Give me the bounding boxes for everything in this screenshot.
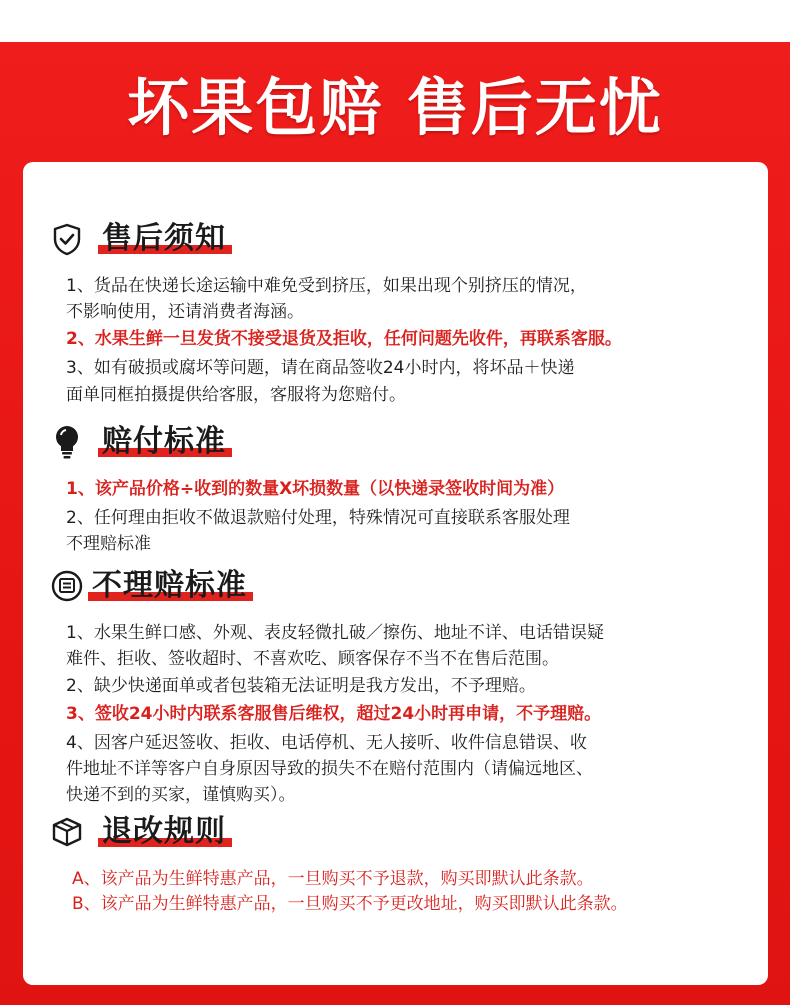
section-header-returns [50,813,226,851]
section-title: 售后须知 [102,221,226,256]
notice-item-1-cont: 不影响使用，还请消费者海涵。 [66,302,304,322]
notice-item-3: 3、如有破损或腐坏等问题，请在商品签收24小时内，将坏品＋快递 [66,358,575,378]
lightbulb-icon [50,425,84,459]
notice-item-3-cont: 面单同框拍摄提供给客服，客服将为您赔付。 [66,385,406,405]
exclusions-item-1-cont: 难件、拒收、签收超时、不喜欢吃、顾客保存不当不在售后范围。 [66,649,559,669]
section-header-exclusions [50,567,247,605]
compensation-item-2-cont: 不理赔标准 [66,534,151,554]
receipt-icon [50,569,84,603]
returns-rule-b: B、该产品为生鲜特惠产品，一旦购买不予更改地址，购买即默认此条款。 [72,894,628,914]
top-whitespace [0,0,790,42]
section-title: 退改规则 [102,814,226,849]
compensation-item-1: 1、该产品价格÷收到的数量X坏损数量（以快递录签收时间为准） [66,479,565,499]
notice-item-1: 1、货品在快递长途运输中难免受到挤压，如果出现个别挤压的情况， [66,276,587,296]
banner-title: 坏果包赔 售后无忧 [127,71,663,144]
section-title: 赔付标准 [102,424,226,459]
exclusions-item-4: 4、因客户延迟签收、拒收、电话停机、无人接听、收件信息错误、收 [66,733,587,753]
exclusions-item-2: 2、缺少快递面单或者包装箱无法证明是我方发出，不予理赔。 [66,676,536,696]
exclusions-item-4-cont: 件地址不详等客户自身原因导致的损失不在赔付范围内（请偏远地区、 [66,759,593,779]
compensation-item-2: 2、任何理由拒收不做退款赔付处理，特殊情况可直接联系客服处理 [66,508,570,528]
section-title: 不理赔标准 [92,568,247,603]
section-header-notice [50,220,226,258]
section-header-compensation [50,423,226,461]
package-box-icon [50,815,84,849]
exclusions-item-1: 1、水果生鲜口感、外观、表皮轻微扎破／擦伤、地址不详、电话错误疑 [66,623,604,643]
shield-check-icon [50,222,84,256]
exclusions-item-3: 3、签收24小时内联系客服售后维权，超过24小时再申请，不予理赔。 [66,704,602,724]
returns-rule-a: A、该产品为生鲜特惠产品，一旦购买不予退款，购买即默认此条款。 [72,869,594,889]
notice-item-2: 2、水果生鲜一旦发货不接受退货及拒收，任何问题先收件，再联系客服。 [66,329,622,349]
exclusions-item-4-cont2: 快递不到的买家，谨慎购买）。 [66,785,296,805]
